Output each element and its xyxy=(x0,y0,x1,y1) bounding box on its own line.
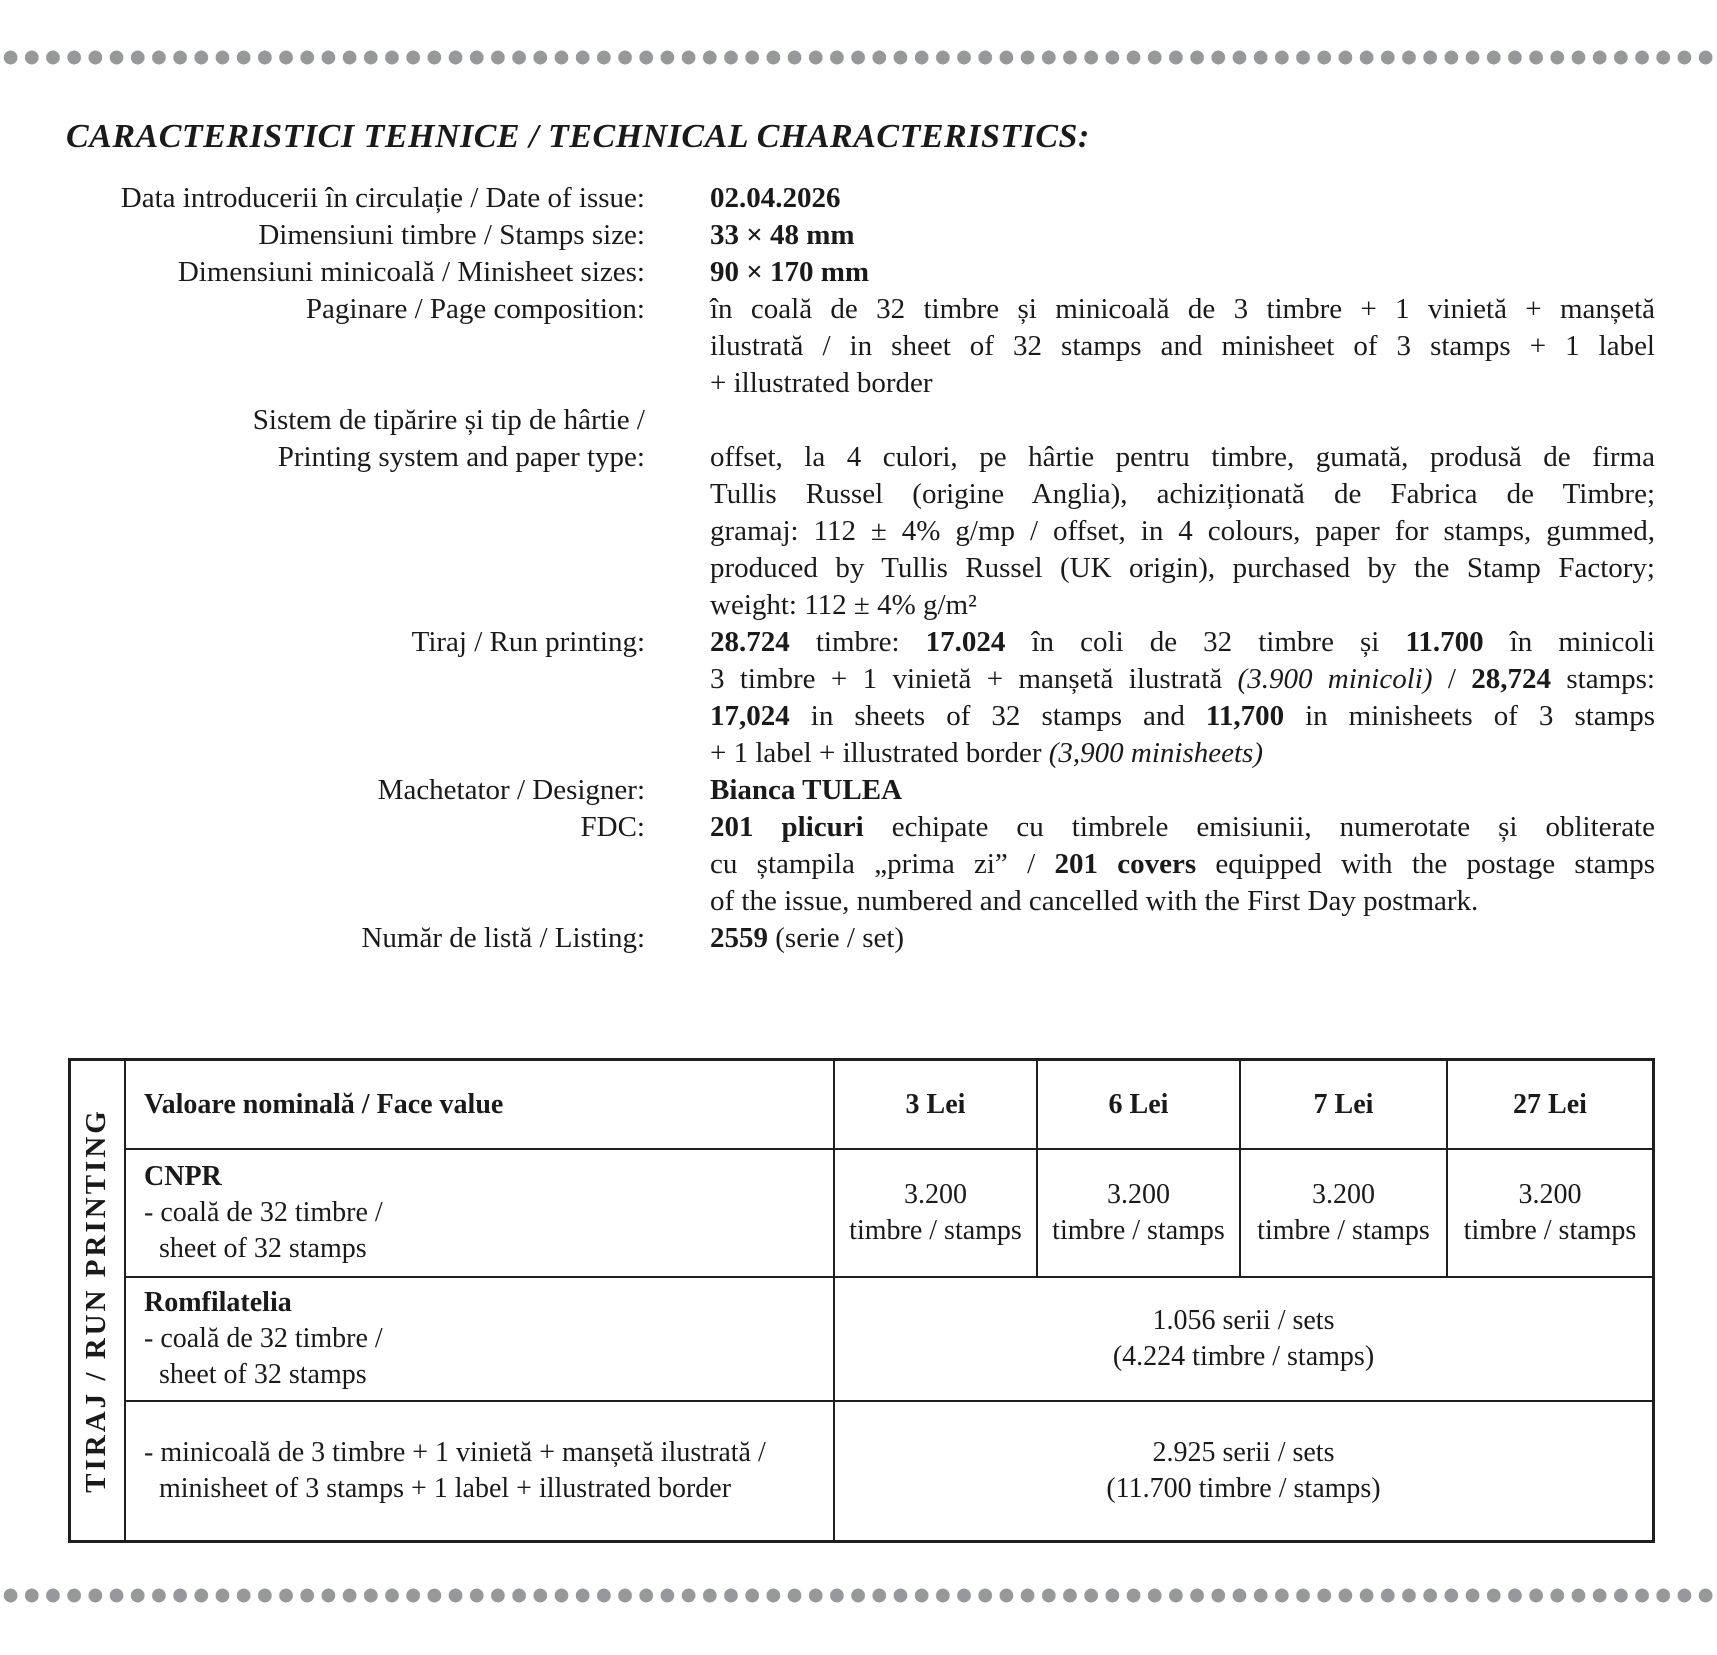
face-value-header: Valoare nominală / Face value xyxy=(126,1061,835,1148)
table-row-minisheet xyxy=(126,1400,1652,1540)
value-line: of the issue, numbered and cancelled with the First Day postmark. xyxy=(710,885,1479,917)
col-header-6-lei: 6 Lei xyxy=(1038,1061,1241,1148)
page-title: CARACTERISTICI TEHNICE / TECHNICAL CHARACTERISTICS: xyxy=(66,118,1090,155)
row-desc-line: - coală de 32 timbre / xyxy=(144,1197,383,1228)
info-row-printing-system-en xyxy=(65,439,1657,624)
value-line: 201 plicuri echipate cu timbrele emisiunii, numerotate și obliterate xyxy=(710,811,1655,843)
cell-line: 2.925 serii / sets xyxy=(1152,1437,1335,1468)
info-row-run-printing xyxy=(65,624,1657,772)
cell-line: (11.700 timbre / stamps) xyxy=(1106,1473,1381,1504)
row-desc xyxy=(126,1278,835,1400)
value-line: + 1 label + illustrated border (3,900 minisheets) xyxy=(710,737,1263,769)
info-value xyxy=(710,920,1655,957)
merged-cell xyxy=(835,1278,1652,1400)
value-line: în coală de 32 timbre și minicoală de 3 timbre + 1 vinietă + manșetă xyxy=(710,293,1655,325)
table-header-row xyxy=(126,1061,1652,1148)
info-label: Machetator / Designer: xyxy=(377,774,645,806)
info-value xyxy=(710,254,1655,291)
value-line: 90 × 170 mm xyxy=(710,256,870,288)
value-cell xyxy=(835,1150,1038,1276)
merged-cell xyxy=(835,1402,1652,1540)
info-label: Sistem de tipărire și tip de hârtie / xyxy=(252,404,645,436)
table-side-label: TIRAJ / RUN PRINTING xyxy=(80,1108,112,1493)
cell-line: 1.056 serii / sets xyxy=(1152,1305,1335,1336)
value-line: 17,024 in sheets of 32 stamps and 11,700 in minisheets of 3 stamps xyxy=(710,700,1655,732)
cell-line: timbre / stamps xyxy=(849,1215,1022,1246)
value-cell xyxy=(1241,1150,1448,1276)
info-label: FDC: xyxy=(580,811,645,843)
value-cell xyxy=(1038,1150,1241,1276)
cell-line: (4.224 timbre / stamps) xyxy=(1112,1341,1375,1372)
row-title: Romfilatelia xyxy=(144,1287,292,1318)
info-row-stamp-size xyxy=(65,217,1657,254)
cell-line: timbre / stamps xyxy=(1463,1215,1637,1246)
info-value xyxy=(710,217,1655,254)
info-row-designer xyxy=(65,772,1657,809)
value-line: 3 timbre + 1 vinietă + manșetă ilustrată (3.900 minicoli) / 28,724 stamps: xyxy=(710,663,1655,695)
row-desc-line: sheet of 32 stamps xyxy=(159,1359,367,1390)
bottom-dotted-border xyxy=(0,1588,1717,1603)
info-label: Dimensiuni timbre / Stamps size: xyxy=(258,219,645,251)
value-line: ilustrată / in sheet of 32 stamps and minisheet of 3 stamps + 1 label xyxy=(710,330,1655,362)
col-header-27-lei: 27 Lei xyxy=(1513,1088,1587,1120)
value-cell xyxy=(1448,1150,1652,1276)
cell-line: 3.200 xyxy=(1107,1179,1170,1210)
info-label: Număr de listă / Listing: xyxy=(361,922,645,954)
row-desc-line: sheet of 32 stamps xyxy=(159,1233,367,1264)
value-line: offset, la 4 culori, pe hârtie pentru timbre, gumată, produsă de firma xyxy=(710,441,1655,473)
value-line: weight: 112 ± 4% g/m² xyxy=(710,589,977,621)
info-row-date-of-issue xyxy=(65,180,1657,217)
value-line: + illustrated border xyxy=(710,367,933,399)
top-dotted-border xyxy=(0,50,1717,65)
table-side-column xyxy=(71,1061,126,1540)
info-label: Dimensiuni minicoală / Minisheet sizes: xyxy=(177,256,645,288)
info-row-listing xyxy=(65,920,1657,957)
table-row-cnpr xyxy=(126,1148,1652,1276)
info-value xyxy=(710,772,1655,809)
value-line: Tullis Russel (origine Anglia), achiziționată de Fabrica de Timbre; xyxy=(710,478,1655,510)
cell-line: 3.200 xyxy=(904,1179,967,1210)
technical-characteristics-list xyxy=(65,180,1657,957)
info-row-printing-system-ro xyxy=(65,402,1657,439)
info-value xyxy=(710,809,1655,920)
row-desc-line: - minicoală de 3 timbre + 1 vinietă + manșetă ilustrată / xyxy=(144,1437,766,1468)
cell-line: timbre / stamps xyxy=(1257,1215,1430,1246)
value-line: cu ștampila „prima zi” / 201 covers equipped with the postage stamps xyxy=(710,848,1655,880)
print-run-table xyxy=(68,1058,1655,1543)
info-row-minisheet-size xyxy=(65,254,1657,291)
table-main xyxy=(126,1061,1652,1540)
cell-line: timbre / stamps xyxy=(1052,1215,1225,1246)
cell-line: 3.200 xyxy=(1518,1179,1582,1210)
value-line: 28.724 timbre: 17.024 în coli de 32 timbre și 11.700 în minicoli xyxy=(710,626,1655,658)
row-desc xyxy=(126,1150,835,1276)
info-value xyxy=(710,180,1655,217)
value-line: produced by Tullis Russel (UK origin), purchased by the Stamp Factory; xyxy=(710,552,1655,584)
value-line: 33 × 48 mm xyxy=(710,219,855,251)
info-row-fdc xyxy=(65,809,1657,920)
value-line: 2559 (serie / set) xyxy=(710,922,905,954)
info-value xyxy=(710,291,1655,402)
row-title: CNPR xyxy=(144,1161,222,1192)
value-line: 02.04.2026 xyxy=(710,182,841,214)
info-value xyxy=(710,624,1655,772)
cell-line: 3.200 xyxy=(1312,1179,1375,1210)
table-row-romfilatelia xyxy=(126,1276,1652,1400)
col-header-3-lei: 3 Lei xyxy=(835,1061,1038,1148)
info-label: Printing system and paper type: xyxy=(277,441,645,473)
row-desc-line: minisheet of 3 stamps + 1 label + illustrated border xyxy=(159,1473,732,1504)
info-label: Paginare / Page composition: xyxy=(305,293,645,325)
col-header-7-lei: 7 Lei xyxy=(1241,1061,1448,1148)
info-value xyxy=(710,439,1655,624)
info-label: Tiraj / Run printing: xyxy=(411,626,645,658)
row-desc-line: - coală de 32 timbre / xyxy=(144,1323,383,1354)
info-label: Data introducerii în circulație / Date of issue: xyxy=(120,182,645,214)
value-line: Bianca TULEA xyxy=(710,774,903,806)
value-line: gramaj: 112 ± 4% g/mp / offset, in 4 colours, paper for stamps, gummed, xyxy=(710,515,1655,547)
info-row-page-composition xyxy=(65,291,1657,402)
row-desc xyxy=(126,1402,835,1540)
